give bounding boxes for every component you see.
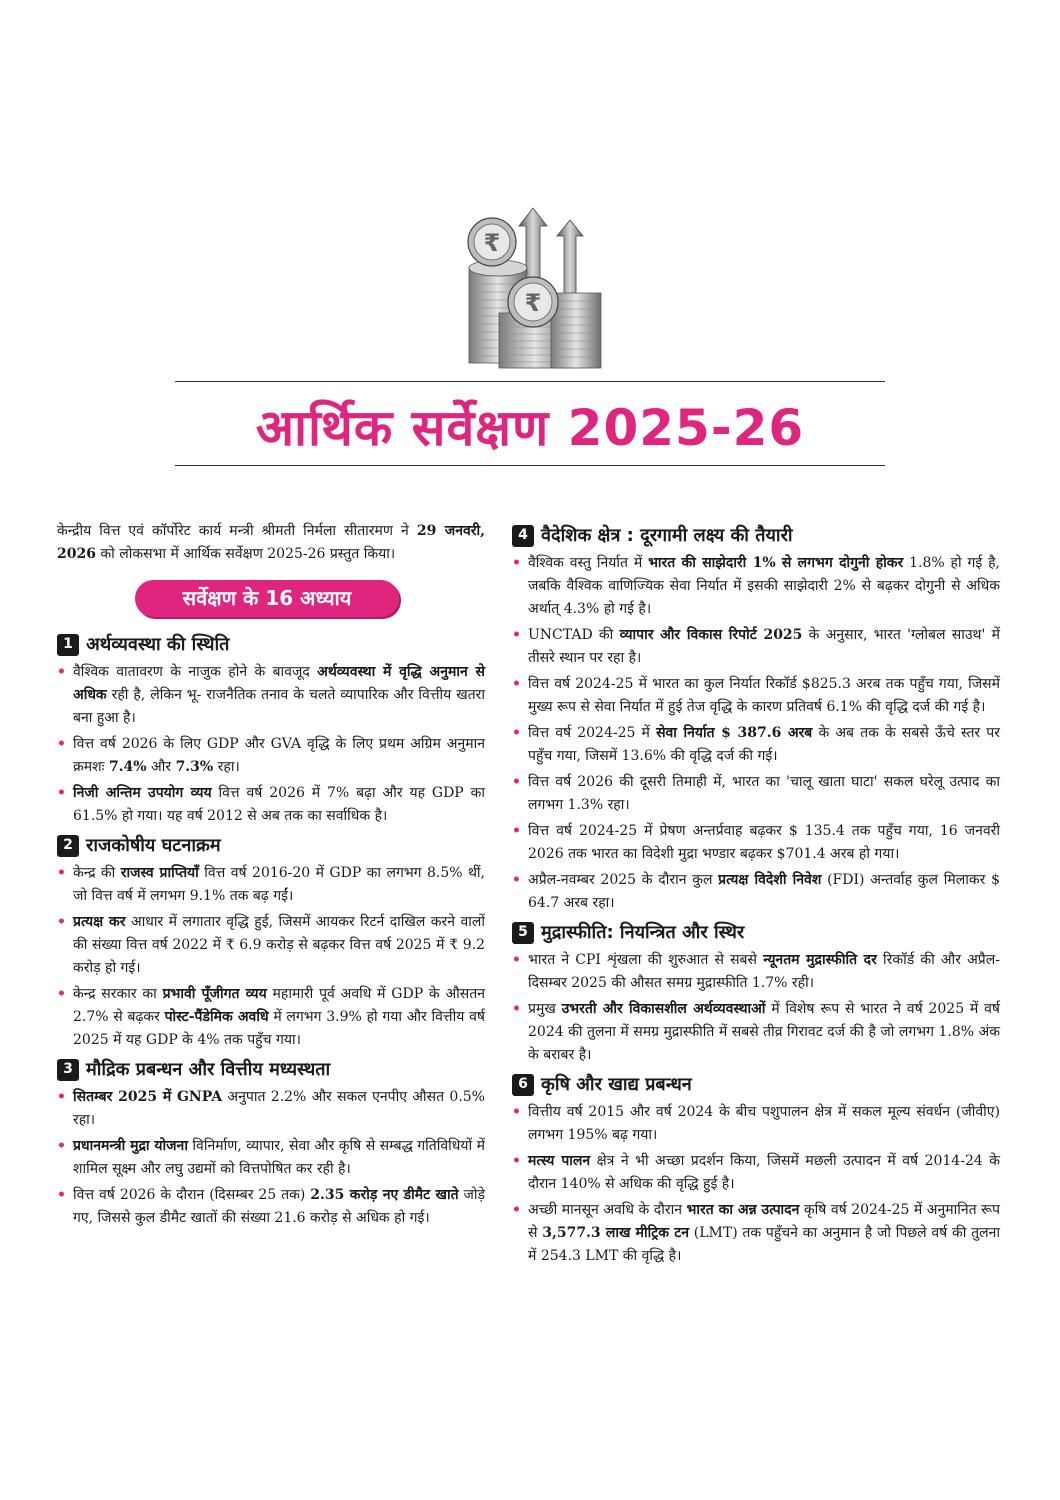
bullet-list [57, 1086, 485, 1230]
section-number: 2 [57, 835, 79, 857]
bullet-icon: • [512, 555, 521, 571]
bullet-icon: • [57, 914, 66, 930]
list-item [57, 983, 485, 1052]
item-bold: 7.3% [175, 759, 214, 775]
section-number: 5 [512, 922, 534, 944]
title-top-rule [175, 381, 885, 382]
item-bold: प्रधानमन्त्री मुद्रा योजना [73, 1138, 188, 1154]
bullet-icon: • [57, 1138, 66, 1154]
bullet-icon: • [57, 664, 66, 680]
item-bold: मत्स्य पालन [528, 1153, 591, 1169]
section-number: 6 [512, 1074, 534, 1096]
list-item [57, 733, 485, 779]
bullet-icon: • [512, 725, 521, 741]
item-bold: व्यापार और विकास रिपोर्ट 2025 [619, 627, 803, 643]
bullet-icon: • [57, 1089, 66, 1105]
bullet-list [57, 661, 485, 828]
item-text: 1.8% हो गई है, जबकि वैश्विक वाणिज्यिक सेवा निर्यात में इसकी साझेदारी 2% से बढ़कर दोगुनी से अधिक अर्थात् 4.3% हो गई है। [528, 555, 1000, 617]
item-bold: पोस्ट-पैंडेमिक अवधि [164, 1009, 269, 1025]
list-item [512, 998, 1000, 1067]
list-item [57, 1184, 485, 1230]
intro-text: को लोकसभा में आर्थिक सर्वेक्षण 2025-26 प्रस्तुत किया। [95, 546, 396, 562]
section-number: 3 [57, 1059, 79, 1081]
item-text: अनुपात 2.2% और सकल एनपीए औसत 0.5% रहा। [73, 1089, 485, 1128]
item-text: केन्द्र की [73, 865, 121, 881]
item-text: वित्त वर्ष 2026 में 7% बढ़ा और यह GDP का 61.5% हो गया। यह वर्ष 2012 से अब तक का सर्वाधिक है। [73, 785, 485, 824]
item-bold: प्रभावी पूँजीगत व्यय [162, 986, 267, 1002]
item-text: वित्त वर्ष 2026 के दौरान (दिसम्बर 25 तक) [73, 1187, 311, 1203]
item-bold: 7.4% [108, 759, 147, 775]
item-text: अप्रैल-नवम्बर 2025 के दौरान कुल [528, 872, 719, 888]
svg-text:₹: ₹ [483, 229, 501, 257]
section-heading [512, 524, 1000, 547]
bullet-list [57, 862, 485, 1052]
rupee-coin-stack-growth-icon [465, 198, 605, 373]
item-text: रिकॉर्ड की और अप्रैल-दिसम्बर 2025 की औसत समग्र मुद्रास्फीति 1.7% रही। [528, 952, 1001, 991]
item-bold: निजी अन्तिम उपयोग व्यय [73, 785, 212, 801]
list-item [512, 673, 1000, 719]
item-text: वित्त वर्ष 2026 के लिए GDP और GVA वृद्धि के लिए प्रथम अग्रिम अनुमान क्रमशः [73, 736, 485, 775]
item-text: के अब तक के सबसे ऊँचे स्तर पर पहुँच गया, जिसमें 13.6% की वृद्धि दर्ज की गई। [528, 725, 1000, 764]
bullet-list [512, 1101, 1000, 1268]
list-item [57, 1135, 485, 1181]
bullet-icon: • [512, 952, 521, 968]
list-item [512, 1199, 1000, 1268]
item-text: के अनुसार, भारत 'ग्लोबल साउथ' में तीसरे स्थान पर रहा है। [528, 627, 1000, 666]
list-item [57, 862, 485, 908]
list-item [512, 1150, 1000, 1196]
bullet-icon: • [57, 986, 66, 1002]
item-text: रही है, लेकिन भू- राजनैतिक तनाव के चलते व्यापारिक और वित्तीय खतरा बना हुआ है। [73, 687, 485, 726]
item-text: में विशेष रूप से भारत ने वर्ष 2025 में वर्ष 2024 की तुलना में समग्र मुद्रास्फीति में सबसे तीव्र गिरावट दर्ज की है जो लगभग 1.8% अंक के बराबर है। [528, 1001, 1000, 1063]
page-title: आर्थिक सर्वेक्षण 2025-26 [255, 399, 805, 457]
section-heading [57, 834, 485, 857]
bullet-icon: • [512, 627, 521, 643]
bullet-list [512, 949, 1000, 1067]
item-bold: प्रत्यक्ष कर [73, 914, 126, 930]
list-item [512, 949, 1000, 995]
item-text: वैश्विक वस्तु निर्यात में [528, 555, 649, 571]
list-item [512, 1101, 1000, 1147]
item-bold: प्रत्यक्ष विदेशी निवेश [718, 872, 822, 888]
bullet-icon: • [512, 1001, 521, 1017]
item-text: और [146, 759, 176, 775]
item-text: वित्त वर्ष 2024-25 में प्रेषण अन्तर्प्रवाह बढ़कर $ 135.4 तक पहुँच गया, 16 जनवरी 2026 तक भारत का विदेशी मुद्रा भण्डार बढ़कर $701.4 अरब हो गया। [528, 823, 1000, 862]
section-title: मौद्रिक प्रबन्धन और वित्तीय मध्यस्थता [86, 1059, 331, 1080]
item-text: वित्त वर्ष 2024-25 में [528, 725, 657, 741]
list-item [512, 552, 1000, 621]
item-bold: भारत की साझेदारी 1% से लगभग दोगुनी होकर [648, 555, 904, 571]
item-bold: सितम्बर 2025 में GNPA [73, 1089, 223, 1105]
item-text: भारत ने CPI शृंखला की शुरुआत से सबसे [528, 952, 764, 968]
item-text: (LMT) तक पहुँचने का अनुमान है जो पिछले वर्ष की तुलना में 254.3 LMT की वृद्धि है। [528, 1225, 1000, 1264]
intro-paragraph [57, 520, 485, 566]
list-item [57, 911, 485, 980]
item-text: प्रमुख [528, 1001, 562, 1017]
item-text: UNCTAD की [528, 627, 620, 643]
section-number: 1 [57, 634, 79, 656]
list-item [512, 624, 1000, 670]
item-text: रहा। [213, 759, 240, 775]
bullet-icon: • [512, 774, 521, 790]
item-bold: 3,577.3 लाख मीट्रिक टन [542, 1225, 690, 1241]
list-item [512, 820, 1000, 866]
item-text: क्षेत्र ने भी अच्छा प्रदर्शन किया, जिसमें मछली उत्पादन में वर्ष 2014-24 के दौरान 140% से अधिक की वृद्धि हुई है। [528, 1153, 1000, 1192]
list-item [57, 1086, 485, 1132]
section-title: वैदेशिक क्षेत्र : दूरगामी लक्ष्य की तैयारी [541, 525, 793, 546]
bullet-icon: • [57, 785, 66, 801]
item-text: वैश्विक वातावरण के नाजुक होने के बावजूद [73, 664, 318, 680]
item-text: वित्तीय वर्ष 2015 और वर्ष 2024 के बीच पशुपालन क्षेत्र में सकल मूल्य संवर्धन (जीवीए) लगभग 195% बढ़ गया। [528, 1104, 1000, 1143]
item-text: विनिर्माण, व्यापार, सेवा और कृषि से सम्बद्ध गतिविधियों में शामिल सूक्ष्म और लघु उद्यमों को वित्तपोषित कर रही है। [73, 1138, 485, 1177]
bullet-list [512, 552, 1000, 915]
list-item [512, 722, 1000, 768]
bullet-icon: • [512, 1202, 521, 1218]
item-text: केन्द्र सरकार का [73, 986, 163, 1002]
section-heading [512, 921, 1000, 944]
item-bold: न्यूनतम मुद्रास्फीति दर [763, 952, 877, 968]
left-column [57, 520, 485, 1233]
section-heading [57, 1058, 485, 1081]
bullet-icon: • [57, 865, 66, 881]
item-bold: सेवा निर्यात $ 387.6 अरब [656, 725, 813, 741]
item-text: जोड़े गए, जिससे कुल डीमैट खातों की संख्या 21.6 करोड़ से अधिक हो गई। [73, 1187, 485, 1226]
item-text: कृषि वर्ष 2024-25 में अनुमानित रूप से [528, 1202, 1000, 1241]
item-bold: अर्थव्यवस्था में वृद्धि अनुमान से अधिक [73, 664, 485, 703]
item-text: महामारी पूर्व अवधि में GDP के औसतन 2.7% से बढ़कर [73, 986, 485, 1025]
item-text: आधार में लगातार वृद्धि हुई, जिसमें आयकर रिटर्न दाखिल करने वालों की संख्या वित्त वर्ष 2022 में ₹ 6.9 करोड़ से बढ़कर वित्त वर्ष 2025 में ₹ 9.2 करोड़ हो गई। [73, 914, 485, 976]
chapters-badge: सर्वेक्षण के 16 अध्याय [135, 580, 399, 617]
section-title: अर्थव्यवस्था की स्थिति [86, 634, 230, 655]
item-text: (FDI) अन्तर्वाह कुल मिलाकर $ 64.7 अरब रहा। [528, 872, 1000, 911]
bullet-icon: • [512, 1153, 521, 1169]
title-bottom-rule [175, 465, 885, 466]
intro-text: केन्द्रीय वित्त एवं कॉर्पोरेट कार्य मन्त्री श्रीमती निर्मला सीतारमण ने [57, 523, 417, 539]
list-item [512, 771, 1000, 817]
item-text: वित्त वर्ष 2024-25 में भारत का कुल निर्यात रिकॉर्ड $825.3 अरब तक पहुँच गया, जिसमें मुख्य रूप से सेवा निर्यात में हुई तेज वृद्धि के कारण प्रतिवर्ष 6.1% की वृद्धि दर्ज की गई है। [528, 676, 1000, 715]
intro-date: 29 जनवरी, 2026 [57, 523, 485, 562]
section-number: 4 [512, 525, 534, 547]
item-text: वित्त वर्ष 2016-20 में GDP का लगभग 8.5% थीं, जो वित्त वर्ष में लगभग 9.1% तक बढ़ गईं। [73, 865, 485, 904]
item-text: वित्त वर्ष 2026 की दूसरी तिमाही में, भारत का 'चालू खाता घाटा' सकल घरेलू उत्पाद का लगभग 1.3% रहा। [528, 774, 1000, 813]
bullet-icon: • [57, 736, 66, 752]
section-title: कृषि और खाद्य प्रबन्धन [541, 1074, 692, 1095]
section-heading [57, 633, 485, 656]
list-item [512, 869, 1000, 915]
bullet-icon: • [512, 872, 521, 888]
item-text: में लगभग 3.9% हो गया और वित्तीय वर्ष 2025 में यह GDP के 4% तक पहुँच गया। [73, 1009, 485, 1048]
item-bold: उभरती और विकासशील अर्थव्यवस्थाओं [561, 1001, 766, 1017]
item-bold: 2.35 करोड़ नए डीमैट खाते [310, 1187, 459, 1203]
item-bold: भारत का अन्न उत्पादन [686, 1202, 800, 1218]
svg-text:₹: ₹ [524, 289, 542, 317]
bullet-icon: • [512, 676, 521, 692]
section-title: राजकोषीय घटनाक्रम [86, 835, 221, 856]
bullet-icon: • [512, 823, 521, 839]
bullet-icon: • [512, 1104, 521, 1120]
item-bold: राजस्व प्राप्तियाँ [120, 865, 199, 881]
right-column [512, 520, 1000, 1271]
list-item [57, 782, 485, 828]
item-text: अच्छी मानसून अवधि के दौरान [528, 1202, 687, 1218]
section-heading [512, 1073, 1000, 1096]
list-item [57, 661, 485, 730]
section-title: मुद्रास्फीति: नियन्त्रित और स्थिर [541, 922, 745, 943]
bullet-icon: • [57, 1187, 66, 1203]
